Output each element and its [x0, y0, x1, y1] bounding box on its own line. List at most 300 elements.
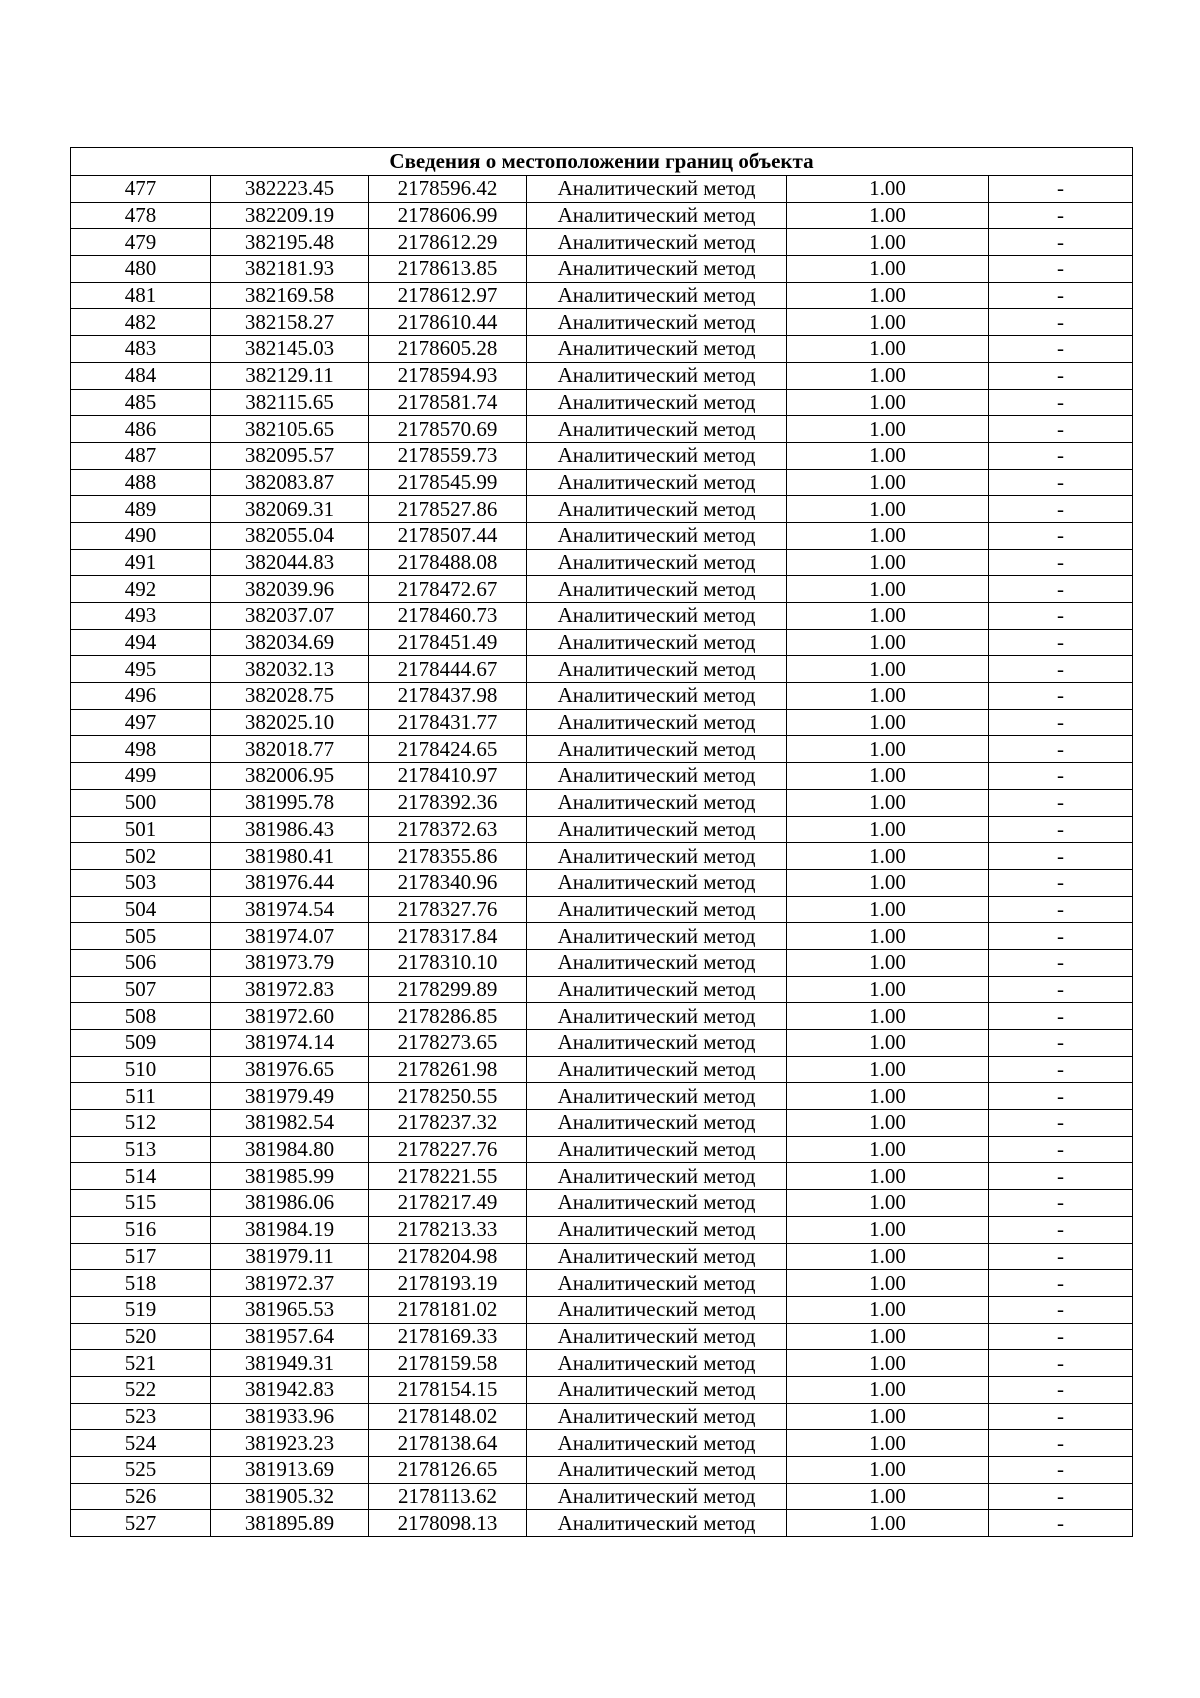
accuracy-cell: 1.00: [787, 1510, 989, 1537]
table-row: [71, 1030, 1133, 1057]
method-cell: Аналитический метод: [527, 1003, 787, 1030]
point-number-cell: 504: [71, 896, 211, 923]
method-cell: Аналитический метод: [527, 1483, 787, 1510]
x-coordinate-cell: 382195.48: [211, 229, 369, 256]
table-row: [71, 949, 1133, 976]
accuracy-cell: 1.00: [787, 229, 989, 256]
table-row: [71, 1430, 1133, 1457]
y-coordinate-cell: 2178507.44: [369, 522, 527, 549]
accuracy-cell: 1.00: [787, 1030, 989, 1057]
table-row: [71, 629, 1133, 656]
x-coordinate-cell: 382223.45: [211, 176, 369, 203]
table-row: [71, 683, 1133, 710]
description-cell: -: [989, 843, 1133, 870]
method-cell: Аналитический метод: [527, 229, 787, 256]
description-cell: -: [989, 763, 1133, 790]
y-coordinate-cell: 2178327.76: [369, 896, 527, 923]
x-coordinate-cell: 382129.11: [211, 362, 369, 389]
point-number-cell: 491: [71, 549, 211, 576]
description-cell: -: [989, 1110, 1133, 1137]
y-coordinate-cell: 2178410.97: [369, 763, 527, 790]
y-coordinate-cell: 2178286.85: [369, 1003, 527, 1030]
point-number-cell: 499: [71, 763, 211, 790]
y-coordinate-cell: 2178460.73: [369, 603, 527, 630]
table-row: [71, 1376, 1133, 1403]
point-number-cell: 493: [71, 603, 211, 630]
method-cell: Аналитический метод: [527, 1510, 787, 1537]
description-cell: -: [989, 1270, 1133, 1297]
accuracy-cell: 1.00: [787, 1190, 989, 1217]
description-cell: -: [989, 229, 1133, 256]
method-cell: Аналитический метод: [527, 1430, 787, 1457]
x-coordinate-cell: 381957.64: [211, 1323, 369, 1350]
y-coordinate-cell: 2178606.99: [369, 202, 527, 229]
accuracy-cell: 1.00: [787, 1376, 989, 1403]
description-cell: -: [989, 309, 1133, 336]
description-cell: -: [989, 1003, 1133, 1030]
y-coordinate-cell: 2178451.49: [369, 629, 527, 656]
y-coordinate-cell: 2178299.89: [369, 976, 527, 1003]
description-cell: -: [989, 1296, 1133, 1323]
table-title: Сведения о местоположении границ объекта: [71, 148, 1133, 176]
description-cell: -: [989, 603, 1133, 630]
accuracy-cell: 1.00: [787, 1323, 989, 1350]
description-cell: -: [989, 1403, 1133, 1430]
accuracy-cell: 1.00: [787, 1483, 989, 1510]
accuracy-cell: 1.00: [787, 949, 989, 976]
table-row: [71, 1323, 1133, 1350]
description-cell: -: [989, 1350, 1133, 1377]
point-number-cell: 488: [71, 469, 211, 496]
y-coordinate-cell: 2178169.33: [369, 1323, 527, 1350]
point-number-cell: 501: [71, 816, 211, 843]
y-coordinate-cell: 2178545.99: [369, 469, 527, 496]
point-number-cell: 477: [71, 176, 211, 203]
accuracy-cell: 1.00: [787, 202, 989, 229]
accuracy-cell: 1.00: [787, 683, 989, 710]
table-row: [71, 1243, 1133, 1270]
description-cell: -: [989, 282, 1133, 309]
y-coordinate-cell: 2178570.69: [369, 416, 527, 443]
method-cell: Аналитический метод: [527, 1243, 787, 1270]
table-row: [71, 816, 1133, 843]
y-coordinate-cell: 2178372.63: [369, 816, 527, 843]
point-number-cell: 506: [71, 949, 211, 976]
table-row: [71, 1216, 1133, 1243]
x-coordinate-cell: 382032.13: [211, 656, 369, 683]
y-coordinate-cell: 2178355.86: [369, 843, 527, 870]
x-coordinate-cell: 382037.07: [211, 603, 369, 630]
method-cell: Аналитический метод: [527, 336, 787, 363]
description-cell: -: [989, 1376, 1133, 1403]
x-coordinate-cell: 382025.10: [211, 709, 369, 736]
point-number-cell: 516: [71, 1216, 211, 1243]
x-coordinate-cell: 381923.23: [211, 1430, 369, 1457]
method-cell: Аналитический метод: [527, 843, 787, 870]
y-coordinate-cell: 2178613.85: [369, 256, 527, 283]
method-cell: Аналитический метод: [527, 1457, 787, 1484]
method-cell: Аналитический метод: [527, 1403, 787, 1430]
y-coordinate-cell: 2178154.15: [369, 1376, 527, 1403]
description-cell: -: [989, 1457, 1133, 1484]
accuracy-cell: 1.00: [787, 176, 989, 203]
description-cell: -: [989, 1030, 1133, 1057]
y-coordinate-cell: 2178317.84: [369, 923, 527, 950]
point-number-cell: 513: [71, 1136, 211, 1163]
point-number-cell: 508: [71, 1003, 211, 1030]
accuracy-cell: 1.00: [787, 1430, 989, 1457]
table-row: [71, 522, 1133, 549]
method-cell: Аналитический метод: [527, 789, 787, 816]
x-coordinate-cell: 382018.77: [211, 736, 369, 763]
point-number-cell: 498: [71, 736, 211, 763]
accuracy-cell: 1.00: [787, 442, 989, 469]
table-row: [71, 442, 1133, 469]
point-number-cell: 509: [71, 1030, 211, 1057]
boundary-coordinates-table: [70, 147, 1133, 1537]
method-cell: Аналитический метод: [527, 469, 787, 496]
y-coordinate-cell: 2178424.65: [369, 736, 527, 763]
table-row: [71, 896, 1133, 923]
description-cell: -: [989, 1323, 1133, 1350]
x-coordinate-cell: 381972.60: [211, 1003, 369, 1030]
y-coordinate-cell: 2178217.49: [369, 1190, 527, 1217]
table-row: [71, 1403, 1133, 1430]
method-cell: Аналитический метод: [527, 1190, 787, 1217]
x-coordinate-cell: 381995.78: [211, 789, 369, 816]
x-coordinate-cell: 382055.04: [211, 522, 369, 549]
method-cell: Аналитический метод: [527, 549, 787, 576]
accuracy-cell: 1.00: [787, 736, 989, 763]
accuracy-cell: 1.00: [787, 1457, 989, 1484]
x-coordinate-cell: 382069.31: [211, 496, 369, 523]
y-coordinate-cell: 2178261.98: [369, 1056, 527, 1083]
description-cell: -: [989, 789, 1133, 816]
table-row: [71, 549, 1133, 576]
table-row: [71, 976, 1133, 1003]
description-cell: -: [989, 816, 1133, 843]
description-cell: -: [989, 522, 1133, 549]
accuracy-cell: 1.00: [787, 629, 989, 656]
x-coordinate-cell: 382209.19: [211, 202, 369, 229]
method-cell: Аналитический метод: [527, 709, 787, 736]
table-row: [71, 1163, 1133, 1190]
document-page: [70, 147, 1132, 1537]
description-cell: -: [989, 176, 1133, 203]
x-coordinate-cell: 381976.44: [211, 869, 369, 896]
x-coordinate-cell: 381972.37: [211, 1270, 369, 1297]
table-title-row: [71, 148, 1133, 176]
method-cell: Аналитический метод: [527, 976, 787, 1003]
method-cell: Аналитический метод: [527, 1270, 787, 1297]
y-coordinate-cell: 2178159.58: [369, 1350, 527, 1377]
point-number-cell: 510: [71, 1056, 211, 1083]
description-cell: -: [989, 469, 1133, 496]
table-row: [71, 389, 1133, 416]
x-coordinate-cell: 381979.11: [211, 1243, 369, 1270]
y-coordinate-cell: 2178181.02: [369, 1296, 527, 1323]
method-cell: Аналитический метод: [527, 389, 787, 416]
method-cell: Аналитический метод: [527, 442, 787, 469]
accuracy-cell: 1.00: [787, 1296, 989, 1323]
method-cell: Аналитический метод: [527, 683, 787, 710]
x-coordinate-cell: 382181.93: [211, 256, 369, 283]
table-row: [71, 229, 1133, 256]
point-number-cell: 490: [71, 522, 211, 549]
table-row: [71, 763, 1133, 790]
x-coordinate-cell: 381933.96: [211, 1403, 369, 1430]
point-number-cell: 483: [71, 336, 211, 363]
point-number-cell: 481: [71, 282, 211, 309]
accuracy-cell: 1.00: [787, 256, 989, 283]
accuracy-cell: 1.00: [787, 576, 989, 603]
accuracy-cell: 1.00: [787, 1270, 989, 1297]
x-coordinate-cell: 381982.54: [211, 1110, 369, 1137]
description-cell: -: [989, 896, 1133, 923]
table-row: [71, 843, 1133, 870]
x-coordinate-cell: 381949.31: [211, 1350, 369, 1377]
y-coordinate-cell: 2178237.32: [369, 1110, 527, 1137]
method-cell: Аналитический метод: [527, 309, 787, 336]
x-coordinate-cell: 381976.65: [211, 1056, 369, 1083]
table-row: [71, 1483, 1133, 1510]
point-number-cell: 496: [71, 683, 211, 710]
method-cell: Аналитический метод: [527, 1216, 787, 1243]
accuracy-cell: 1.00: [787, 1110, 989, 1137]
x-coordinate-cell: 382145.03: [211, 336, 369, 363]
table-row: [71, 362, 1133, 389]
accuracy-cell: 1.00: [787, 1003, 989, 1030]
point-number-cell: 523: [71, 1403, 211, 1430]
x-coordinate-cell: 381974.14: [211, 1030, 369, 1057]
method-cell: Аналитический метод: [527, 763, 787, 790]
y-coordinate-cell: 2178444.67: [369, 656, 527, 683]
table-row: [71, 736, 1133, 763]
method-cell: Аналитический метод: [527, 1056, 787, 1083]
method-cell: Аналитический метод: [527, 656, 787, 683]
method-cell: Аналитический метод: [527, 1083, 787, 1110]
accuracy-cell: 1.00: [787, 656, 989, 683]
description-cell: -: [989, 1163, 1133, 1190]
method-cell: Аналитический метод: [527, 923, 787, 950]
y-coordinate-cell: 2178138.64: [369, 1430, 527, 1457]
method-cell: Аналитический метод: [527, 1163, 787, 1190]
description-cell: -: [989, 442, 1133, 469]
table-row: [71, 576, 1133, 603]
accuracy-cell: 1.00: [787, 549, 989, 576]
accuracy-cell: 1.00: [787, 896, 989, 923]
y-coordinate-cell: 2178431.77: [369, 709, 527, 736]
accuracy-cell: 1.00: [787, 1350, 989, 1377]
description-cell: -: [989, 1083, 1133, 1110]
description-cell: -: [989, 949, 1133, 976]
accuracy-cell: 1.00: [787, 763, 989, 790]
method-cell: Аналитический метод: [527, 603, 787, 630]
accuracy-cell: 1.00: [787, 1243, 989, 1270]
y-coordinate-cell: 2178392.36: [369, 789, 527, 816]
point-number-cell: 514: [71, 1163, 211, 1190]
table-row: [71, 309, 1133, 336]
table-row: [71, 1110, 1133, 1137]
description-cell: -: [989, 1430, 1133, 1457]
table-row: [71, 1003, 1133, 1030]
description-cell: -: [989, 656, 1133, 683]
point-number-cell: 502: [71, 843, 211, 870]
description-cell: -: [989, 336, 1133, 363]
accuracy-cell: 1.00: [787, 1083, 989, 1110]
table-row: [71, 336, 1133, 363]
description-cell: -: [989, 629, 1133, 656]
y-coordinate-cell: 2178250.55: [369, 1083, 527, 1110]
table-row: [71, 869, 1133, 896]
point-number-cell: 485: [71, 389, 211, 416]
description-cell: -: [989, 576, 1133, 603]
y-coordinate-cell: 2178273.65: [369, 1030, 527, 1057]
accuracy-cell: 1.00: [787, 603, 989, 630]
accuracy-cell: 1.00: [787, 923, 989, 950]
method-cell: Аналитический метод: [527, 1110, 787, 1137]
y-coordinate-cell: 2178340.96: [369, 869, 527, 896]
method-cell: Аналитический метод: [527, 629, 787, 656]
x-coordinate-cell: 381979.49: [211, 1083, 369, 1110]
method-cell: Аналитический метод: [527, 416, 787, 443]
point-number-cell: 500: [71, 789, 211, 816]
point-number-cell: 486: [71, 416, 211, 443]
y-coordinate-cell: 2178596.42: [369, 176, 527, 203]
table-row: [71, 1457, 1133, 1484]
method-cell: Аналитический метод: [527, 176, 787, 203]
y-coordinate-cell: 2178527.86: [369, 496, 527, 523]
point-number-cell: 527: [71, 1510, 211, 1537]
x-coordinate-cell: 382105.65: [211, 416, 369, 443]
y-coordinate-cell: 2178193.19: [369, 1270, 527, 1297]
accuracy-cell: 1.00: [787, 843, 989, 870]
point-number-cell: 512: [71, 1110, 211, 1137]
y-coordinate-cell: 2178227.76: [369, 1136, 527, 1163]
description-cell: -: [989, 496, 1133, 523]
description-cell: -: [989, 736, 1133, 763]
accuracy-cell: 1.00: [787, 709, 989, 736]
point-number-cell: 519: [71, 1296, 211, 1323]
x-coordinate-cell: 381972.83: [211, 976, 369, 1003]
point-number-cell: 507: [71, 976, 211, 1003]
y-coordinate-cell: 2178113.62: [369, 1483, 527, 1510]
method-cell: Аналитический метод: [527, 576, 787, 603]
y-coordinate-cell: 2178488.08: [369, 549, 527, 576]
accuracy-cell: 1.00: [787, 1136, 989, 1163]
table-row: [71, 469, 1133, 496]
description-cell: -: [989, 869, 1133, 896]
accuracy-cell: 1.00: [787, 869, 989, 896]
table-row: [71, 496, 1133, 523]
x-coordinate-cell: 381986.06: [211, 1190, 369, 1217]
x-coordinate-cell: 381895.89: [211, 1510, 369, 1537]
x-coordinate-cell: 382044.83: [211, 549, 369, 576]
method-cell: Аналитический метод: [527, 869, 787, 896]
y-coordinate-cell: 2178559.73: [369, 442, 527, 469]
x-coordinate-cell: 382083.87: [211, 469, 369, 496]
y-coordinate-cell: 2178098.13: [369, 1510, 527, 1537]
y-coordinate-cell: 2178213.33: [369, 1216, 527, 1243]
point-number-cell: 482: [71, 309, 211, 336]
x-coordinate-cell: 381980.41: [211, 843, 369, 870]
accuracy-cell: 1.00: [787, 309, 989, 336]
method-cell: Аналитический метод: [527, 202, 787, 229]
point-number-cell: 478: [71, 202, 211, 229]
point-number-cell: 525: [71, 1457, 211, 1484]
accuracy-cell: 1.00: [787, 282, 989, 309]
table-body: [71, 176, 1133, 1537]
table-row: [71, 789, 1133, 816]
x-coordinate-cell: 382115.65: [211, 389, 369, 416]
description-cell: -: [989, 709, 1133, 736]
method-cell: Аналитический метод: [527, 949, 787, 976]
x-coordinate-cell: 381965.53: [211, 1296, 369, 1323]
y-coordinate-cell: 2178605.28: [369, 336, 527, 363]
table-row: [71, 656, 1133, 683]
description-cell: -: [989, 976, 1133, 1003]
x-coordinate-cell: 382169.58: [211, 282, 369, 309]
description-cell: -: [989, 549, 1133, 576]
y-coordinate-cell: 2178221.55: [369, 1163, 527, 1190]
table-row: [71, 1083, 1133, 1110]
x-coordinate-cell: 381905.32: [211, 1483, 369, 1510]
description-cell: -: [989, 1136, 1133, 1163]
method-cell: Аналитический метод: [527, 362, 787, 389]
y-coordinate-cell: 2178472.67: [369, 576, 527, 603]
x-coordinate-cell: 381984.19: [211, 1216, 369, 1243]
point-number-cell: 505: [71, 923, 211, 950]
table-row: [71, 1190, 1133, 1217]
accuracy-cell: 1.00: [787, 1216, 989, 1243]
accuracy-cell: 1.00: [787, 816, 989, 843]
y-coordinate-cell: 2178310.10: [369, 949, 527, 976]
table-row: [71, 923, 1133, 950]
description-cell: -: [989, 416, 1133, 443]
point-number-cell: 489: [71, 496, 211, 523]
y-coordinate-cell: 2178148.02: [369, 1403, 527, 1430]
method-cell: Аналитический метод: [527, 1136, 787, 1163]
method-cell: Аналитический метод: [527, 896, 787, 923]
description-cell: -: [989, 1510, 1133, 1537]
method-cell: Аналитический метод: [527, 1376, 787, 1403]
x-coordinate-cell: 382034.69: [211, 629, 369, 656]
accuracy-cell: 1.00: [787, 362, 989, 389]
y-coordinate-cell: 2178610.44: [369, 309, 527, 336]
point-number-cell: 515: [71, 1190, 211, 1217]
x-coordinate-cell: 381942.83: [211, 1376, 369, 1403]
x-coordinate-cell: 382095.57: [211, 442, 369, 469]
table-row: [71, 202, 1133, 229]
method-cell: Аналитический метод: [527, 256, 787, 283]
method-cell: Аналитический метод: [527, 1030, 787, 1057]
point-number-cell: 480: [71, 256, 211, 283]
method-cell: Аналитический метод: [527, 496, 787, 523]
y-coordinate-cell: 2178437.98: [369, 683, 527, 710]
point-number-cell: 497: [71, 709, 211, 736]
table-row: [71, 1296, 1133, 1323]
x-coordinate-cell: 382028.75: [211, 683, 369, 710]
description-cell: -: [989, 1483, 1133, 1510]
description-cell: -: [989, 256, 1133, 283]
table-row: [71, 282, 1133, 309]
accuracy-cell: 1.00: [787, 389, 989, 416]
table-row: [71, 603, 1133, 630]
y-coordinate-cell: 2178126.65: [369, 1457, 527, 1484]
description-cell: -: [989, 389, 1133, 416]
point-number-cell: 492: [71, 576, 211, 603]
x-coordinate-cell: 382039.96: [211, 576, 369, 603]
